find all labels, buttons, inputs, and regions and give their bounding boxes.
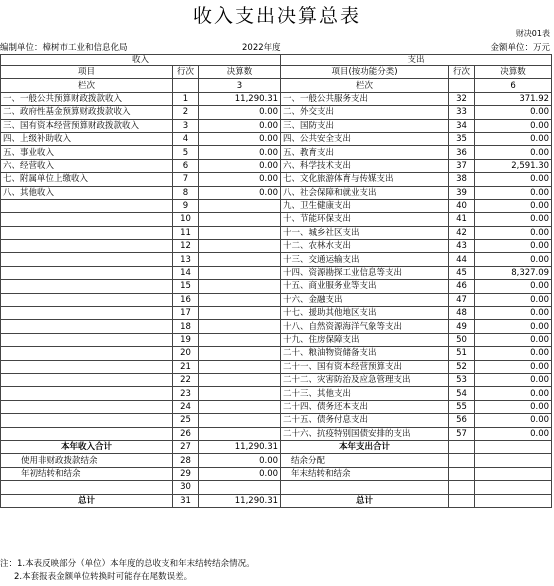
expense-row-no: 40 — [449, 199, 475, 212]
lan-ci-label: 栏次 — [1, 79, 173, 92]
table-row — [1, 400, 552, 413]
income-row-no: 14 — [173, 266, 199, 279]
empty-cell — [1, 481, 173, 494]
table-row — [1, 132, 552, 145]
income-amount — [199, 400, 281, 413]
income-total-row-no: 27 — [173, 440, 199, 453]
expense-item-label: 十六、金融支出 — [281, 293, 449, 306]
income-amount — [199, 307, 281, 320]
col-header-row-no: 行次 — [449, 66, 475, 79]
report-meta-line — [0, 41, 554, 53]
grand-total-row — [1, 494, 552, 507]
income-item-label: 四、上级补助收入 — [1, 132, 173, 145]
expense-amount: 0.00 — [475, 240, 552, 253]
expense-row-no: 48 — [449, 307, 475, 320]
expense-amount: 0.00 — [475, 400, 552, 413]
expense-row-no: 52 — [449, 360, 475, 373]
expense-amount: 0.00 — [475, 226, 552, 239]
income-row-no: 24 — [173, 400, 199, 413]
income-row-no: 26 — [173, 427, 199, 440]
expense-amount: 0.00 — [475, 427, 552, 440]
empty-cell — [449, 454, 475, 467]
income-item-label: 三、国有资本经营预算财政拨款收入 — [1, 119, 173, 132]
blank-row — [1, 481, 552, 494]
income-amount: 0.00 — [199, 119, 281, 132]
expense-item-label: 十八、自然资源海洋气象等支出 — [281, 320, 449, 333]
income-item-label — [1, 320, 173, 333]
income-row-no: 17 — [173, 307, 199, 320]
expense-amount: 0.00 — [475, 186, 552, 199]
expense-item-label: 十九、住房保障支出 — [281, 333, 449, 346]
expense-item-label: 四、公共安全支出 — [281, 132, 449, 145]
col-index-6: 6 — [475, 79, 552, 92]
expense-amount: 0.00 — [475, 132, 552, 145]
grand-total-amount: 11,290.31 — [199, 494, 281, 507]
column-index-row — [1, 79, 552, 92]
income-item-label — [1, 373, 173, 386]
expense-row-no: 38 — [449, 173, 475, 186]
carry-in-label: 年初结转和结余 — [1, 467, 173, 480]
expense-row-no: 37 — [449, 159, 475, 172]
expense-row-no: 34 — [449, 119, 475, 132]
expense-row-no: 51 — [449, 347, 475, 360]
table-row — [1, 280, 552, 293]
income-row-no: 4 — [173, 132, 199, 145]
income-amount — [199, 240, 281, 253]
income-item-label — [1, 199, 173, 212]
income-row-no: 12 — [173, 240, 199, 253]
carry-in-amount: 0.00 — [199, 467, 281, 480]
table-row — [1, 293, 552, 306]
expense-amount: 0.00 — [475, 199, 552, 212]
expense-row-no: 46 — [449, 280, 475, 293]
expense-row-no: 49 — [449, 320, 475, 333]
total-row — [1, 440, 552, 453]
income-row-no: 5 — [173, 146, 199, 159]
col-header-item-by-func: 项目(按功能分类) — [281, 66, 449, 79]
income-item-label: 一、一般公共预算财政拨款收入 — [1, 92, 173, 105]
income-total-amount: 11,290.31 — [199, 440, 281, 453]
expense-section-header: 支出 — [281, 55, 552, 66]
expense-item-label: 十、节能环保支出 — [281, 213, 449, 226]
column-header-row — [1, 66, 552, 79]
income-item-label — [1, 253, 173, 266]
income-item-label — [1, 414, 173, 427]
expense-row-no: 41 — [449, 213, 475, 226]
report-table — [0, 54, 552, 508]
nonfiscal-row — [1, 454, 552, 467]
income-amount — [199, 373, 281, 386]
lan-ci-label: 栏次 — [281, 79, 449, 92]
table-row — [1, 307, 552, 320]
nonfiscal-label: 使用非财政拨款结余 — [1, 454, 173, 467]
income-item-label: 二、政府性基金预算财政拨款收入 — [1, 106, 173, 119]
empty-cell — [475, 467, 552, 480]
table-row — [1, 240, 552, 253]
expense-item-label: 二十一、国有资本经营预算支出 — [281, 360, 449, 373]
income-row-no: 2 — [173, 106, 199, 119]
expense-item-label: 九、卫生健康支出 — [281, 199, 449, 212]
income-amount — [199, 427, 281, 440]
income-row-no: 8 — [173, 186, 199, 199]
income-item-label: 五、事业收入 — [1, 146, 173, 159]
expense-amount: 0.00 — [475, 387, 552, 400]
expense-item-label: 二十四、债务还本支出 — [281, 400, 449, 413]
report-year: 2022年度 — [242, 43, 281, 53]
expense-amount: 371.92 — [475, 92, 552, 105]
expense-row-no: 43 — [449, 240, 475, 253]
table-row — [1, 427, 552, 440]
income-row-no: 23 — [173, 387, 199, 400]
income-amount — [199, 320, 281, 333]
income-amount: 0.00 — [199, 186, 281, 199]
income-item-label — [1, 347, 173, 360]
table-row — [1, 173, 552, 186]
expense-item-label: 八、社会保障和就业支出 — [281, 186, 449, 199]
income-row-no: 10 — [173, 213, 199, 226]
col-header-amount: 决算数 — [199, 66, 281, 79]
income-amount: 0.00 — [199, 146, 281, 159]
currency-unit: 金额单位：万元 — [490, 43, 550, 53]
income-row-no: 3 — [173, 119, 199, 132]
empty-cell — [449, 481, 475, 494]
expense-row-no: 53 — [449, 373, 475, 386]
income-row-no: 19 — [173, 333, 199, 346]
carry-in-row-no: 29 — [173, 467, 199, 480]
col-header-amount: 决算数 — [475, 66, 552, 79]
expense-row-no: 54 — [449, 387, 475, 400]
footnote-2: 2.本套报表金额单位转换时可能存在尾数误差。 — [14, 572, 193, 582]
expense-row-no: 42 — [449, 226, 475, 239]
income-section-header: 收入 — [1, 55, 281, 66]
table-row — [1, 347, 552, 360]
income-item-label — [1, 307, 173, 320]
expense-row-no: 56 — [449, 414, 475, 427]
expense-item-label: 一、一般公共服务支出 — [281, 92, 449, 105]
table-row — [1, 213, 552, 226]
col-index-3: 3 — [199, 79, 281, 92]
expense-amount: 0.00 — [475, 253, 552, 266]
col-header-item: 项目 — [1, 66, 173, 79]
empty-cell — [449, 494, 475, 507]
income-amount: 0.00 — [199, 132, 281, 145]
income-amount — [199, 360, 281, 373]
income-item-label — [1, 226, 173, 239]
income-item-label — [1, 293, 173, 306]
grand-total-row-no: 31 — [173, 494, 199, 507]
expense-item-label: 二十五、债务付息支出 — [281, 414, 449, 427]
expense-amount: 0.00 — [475, 293, 552, 306]
section-header-row — [1, 55, 552, 66]
empty-cell — [199, 481, 281, 494]
blank-row-no: 30 — [173, 481, 199, 494]
expense-item-label: 十七、援助其他地区支出 — [281, 307, 449, 320]
income-amount — [199, 266, 281, 279]
empty-cell — [449, 79, 475, 92]
income-amount: 0.00 — [199, 173, 281, 186]
expense-item-label: 十五、商业服务业等支出 — [281, 280, 449, 293]
table-row — [1, 360, 552, 373]
expense-item-label: 十四、资源勘探工业信息等支出 — [281, 266, 449, 279]
expense-row-no: 50 — [449, 333, 475, 346]
carry-row — [1, 467, 552, 480]
income-row-no: 11 — [173, 226, 199, 239]
nonfiscal-row-no: 28 — [173, 454, 199, 467]
income-row-no: 22 — [173, 373, 199, 386]
expense-amount: 0.00 — [475, 320, 552, 333]
expense-row-no: 55 — [449, 400, 475, 413]
income-row-no: 16 — [173, 293, 199, 306]
expense-item-label: 三、国防支出 — [281, 119, 449, 132]
expense-item-label: 二十六、抗疫特别国债安排的支出 — [281, 427, 449, 440]
table-row — [1, 199, 552, 212]
table-row — [1, 226, 552, 239]
empty-cell — [475, 454, 552, 467]
org-name: 编制单位：樟树市工业和信息化局 — [0, 43, 128, 53]
empty-cell — [449, 440, 475, 453]
income-item-label — [1, 427, 173, 440]
expense-item-label: 六、科学技术支出 — [281, 159, 449, 172]
nonfiscal-amount: 0.00 — [199, 454, 281, 467]
footnote-1: 注：1.本表反映部分（单位）本年度的总收支和年末结转结余情况。 — [0, 559, 255, 569]
empty-cell — [475, 440, 552, 453]
carry-out-label: 年末结转和结余 — [281, 467, 449, 480]
empty-cell — [475, 481, 552, 494]
expense-item-label: 十一、城乡社区支出 — [281, 226, 449, 239]
grand-total-label: 总计 — [1, 494, 173, 507]
income-item-label — [1, 266, 173, 279]
income-row-no: 13 — [173, 253, 199, 266]
expense-item-label: 十三、交通运输支出 — [281, 253, 449, 266]
expense-row-no: 32 — [449, 92, 475, 105]
empty-cell — [449, 467, 475, 480]
grand-total-label-right: 总计 — [281, 494, 449, 507]
income-amount — [199, 387, 281, 400]
empty-cell — [281, 481, 449, 494]
income-item-label — [1, 360, 173, 373]
income-total-label: 本年收入合计 — [1, 440, 173, 453]
table-row — [1, 119, 552, 132]
empty-cell — [173, 79, 199, 92]
income-amount — [199, 199, 281, 212]
expense-amount: 2,591.30 — [475, 159, 552, 172]
expense-item-label: 二、外交支出 — [281, 106, 449, 119]
table-row — [1, 320, 552, 333]
expense-item-label: 五、教育支出 — [281, 146, 449, 159]
income-amount — [199, 347, 281, 360]
table-row — [1, 333, 552, 346]
expense-item-label: 二十、粮油物资储备支出 — [281, 347, 449, 360]
table-row — [1, 373, 552, 386]
expense-item-label: 十二、农林水支出 — [281, 240, 449, 253]
income-item-label: 七、附属单位上缴收入 — [1, 173, 173, 186]
income-row-no: 21 — [173, 360, 199, 373]
table-row — [1, 106, 552, 119]
income-item-label: 八、其他收入 — [1, 186, 173, 199]
expense-item-label: 二十三、其他支出 — [281, 387, 449, 400]
expense-amount: 0.00 — [475, 414, 552, 427]
table-row — [1, 266, 552, 279]
table-row — [1, 186, 552, 199]
table-row — [1, 146, 552, 159]
income-row-no: 18 — [173, 320, 199, 333]
expense-amount: 0.00 — [475, 119, 552, 132]
expense-row-no: 36 — [449, 146, 475, 159]
expense-amount: 0.00 — [475, 213, 552, 226]
income-row-no: 6 — [173, 159, 199, 172]
expense-amount: 0.00 — [475, 333, 552, 346]
expense-row-no: 39 — [449, 186, 475, 199]
income-item-label — [1, 213, 173, 226]
expense-amount: 0.00 — [475, 373, 552, 386]
income-amount: 0.00 — [199, 159, 281, 172]
table-row — [1, 92, 552, 105]
form-number: 财决01表 — [515, 29, 550, 38]
expense-row-no: 33 — [449, 106, 475, 119]
income-amount: 11,290.31 — [199, 92, 281, 105]
income-item-label — [1, 333, 173, 346]
table-row — [1, 414, 552, 427]
report-title: 收入支出决算总表 — [192, 5, 361, 27]
expense-row-no: 45 — [449, 266, 475, 279]
income-amount — [199, 414, 281, 427]
income-row-no: 15 — [173, 280, 199, 293]
expense-item-label: 七、文化旅游体育与传媒支出 — [281, 173, 449, 186]
income-amount — [199, 280, 281, 293]
income-amount — [199, 333, 281, 346]
income-amount — [199, 293, 281, 306]
expense-row-no: 47 — [449, 293, 475, 306]
expense-row-no: 57 — [449, 427, 475, 440]
expense-total-label: 本年支出合计 — [281, 440, 449, 453]
income-amount — [199, 253, 281, 266]
income-item-label — [1, 280, 173, 293]
footnotes — [0, 558, 255, 584]
expense-item-label: 二十二、灾害防治及应急管理支出 — [281, 373, 449, 386]
income-amount — [199, 213, 281, 226]
expense-amount: 0.00 — [475, 106, 552, 119]
expense-amount: 0.00 — [475, 280, 552, 293]
table-row — [1, 253, 552, 266]
income-item-label: 六、经营收入 — [1, 159, 173, 172]
income-amount — [199, 226, 281, 239]
col-header-row-no: 行次 — [173, 66, 199, 79]
income-item-label — [1, 387, 173, 400]
expense-amount: 8,327.09 — [475, 266, 552, 279]
expense-amount: 0.00 — [475, 360, 552, 373]
empty-cell — [475, 494, 552, 507]
expense-row-no: 44 — [449, 253, 475, 266]
expense-row-no: 35 — [449, 132, 475, 145]
expense-amount: 0.00 — [475, 347, 552, 360]
income-row-no: 25 — [173, 414, 199, 427]
expense-amount: 0.00 — [475, 307, 552, 320]
income-amount: 0.00 — [199, 106, 281, 119]
income-row-no: 1 — [173, 92, 199, 105]
income-row-no: 7 — [173, 173, 199, 186]
expense-amount: 0.00 — [475, 146, 552, 159]
income-item-label — [1, 400, 173, 413]
table-row — [1, 159, 552, 172]
income-row-no: 9 — [173, 199, 199, 212]
surplus-distribution-label: 结余分配 — [281, 454, 449, 467]
expense-amount: 0.00 — [475, 173, 552, 186]
income-row-no: 20 — [173, 347, 199, 360]
table-row — [1, 387, 552, 400]
income-item-label — [1, 240, 173, 253]
